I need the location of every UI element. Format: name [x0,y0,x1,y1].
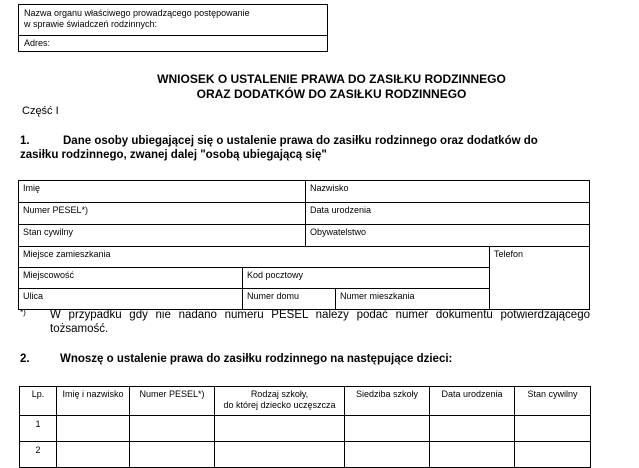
part-label: Część I [22,105,59,117]
city-label: Miejscowość [23,270,75,280]
applicant-table [18,180,590,310]
child-1-birth-date-field[interactable] [430,416,515,442]
residence-field[interactable] [19,247,490,268]
child-2-school-type-field[interactable] [215,442,345,468]
child-2-marital-status-field[interactable] [515,442,591,468]
last-name-field[interactable] [306,181,590,203]
child-1-pesel-field[interactable] [130,416,215,442]
pesel-field[interactable] [19,203,306,225]
footnote-text-line2: tożsamość. [50,322,109,335]
footnote-marker: *) [20,308,26,317]
house-number-label: Numer domu [247,291,300,301]
child-1-number: 1 [20,416,57,442]
authority-name-field[interactable] [19,5,327,36]
first-name-label: Imię [23,183,41,193]
section-2-number: 2. [20,353,30,365]
phone-field[interactable] [490,247,590,310]
residence-label: Miejsce zamieszkania [23,249,111,259]
header-lp: Lp. [20,387,57,416]
marital-status-field[interactable] [19,225,306,247]
authority-name-label-line2: w sprawie świadczeń rodzinnych: [24,19,158,29]
house-number-field[interactable] [243,289,336,310]
section-1-text-line2: zasiłku rodzinnego, zwanej dalej "osobą ubiegającą się" [20,149,327,161]
child-2-number: 2 [20,442,57,468]
citizenship-field[interactable] [306,225,590,247]
section-2-heading [20,352,592,366]
child-1-school-seat-field[interactable] [345,416,430,442]
form-title-line1: WNIOSEK O USTALENIE PRAWA DO ZASIŁKU RODZINNEGO [157,72,506,86]
last-name-label: Nazwisko [310,183,349,193]
form-title [12,72,639,102]
authority-address-field[interactable] [19,36,327,51]
street-label: Ulica [23,291,44,301]
header-birth-date: Data urodzenia [430,387,515,416]
birth-date-field[interactable] [306,203,590,225]
citizenship-label: Obywatelstwo [310,227,367,237]
section-2-text: Wnoszę o ustalenie prawa do zasiłku rodzinnego na następujące dzieci: [60,353,453,365]
pesel-label: Numer PESEL*) [23,205,89,215]
header-name: Imię i nazwisko [57,387,130,416]
first-name-field[interactable] [19,181,306,203]
authority-address-label: Adres: [24,38,51,48]
header-school-type-line1: Rodzaj szkoły, [250,389,309,399]
postal-code-label: Kod pocztowy [247,270,304,280]
child-row-1 [20,416,591,442]
footnote-text-line1: W przypadku gdy nie nadano numeru PESEL należy podać numer dokumentu potwierdzającego [50,309,590,321]
marital-status-label: Stan cywilny [23,227,74,237]
birth-date-label: Data urodzenia [310,205,372,215]
header-pesel: Numer PESEL*) [130,387,215,416]
phone-label: Telefon [494,249,524,259]
child-1-marital-status-field[interactable] [515,416,591,442]
authority-name-label-line1: Nazwa organu właściwego prowadzącego postępowanie [24,8,250,18]
header-school-type [215,387,345,416]
city-field[interactable] [19,268,243,289]
child-1-name-field[interactable] [57,416,130,442]
header-school-type-line2: do której dziecko uczęszcza [223,400,336,410]
child-2-name-field[interactable] [57,442,130,468]
street-field[interactable] [19,289,243,310]
children-table-header-row [20,387,591,416]
section-1-heading [20,134,592,162]
authority-box [18,4,328,52]
apartment-number-field[interactable] [336,289,490,310]
child-2-school-seat-field[interactable] [345,442,430,468]
apartment-number-label: Numer mieszkania [340,291,415,301]
child-1-school-type-field[interactable] [215,416,345,442]
header-school-seat: Siedziba szkoły [345,387,430,416]
postal-code-field[interactable] [243,268,490,289]
children-table [19,386,591,468]
pesel-footnote [20,308,590,336]
child-row-2 [20,442,591,468]
section-1-text-line1: Dane osoby ubiegającej się o ustalenie prawa do zasiłku rodzinnego oraz dodatków do [63,135,538,147]
child-2-pesel-field[interactable] [130,442,215,468]
section-1-number: 1. [20,135,30,147]
form-title-line2: ORAZ DODATKÓW DO ZASIŁKU RODZINNEGO [196,87,467,101]
header-marital-status: Stan cywilny [515,387,591,416]
child-2-birth-date-field[interactable] [430,442,515,468]
